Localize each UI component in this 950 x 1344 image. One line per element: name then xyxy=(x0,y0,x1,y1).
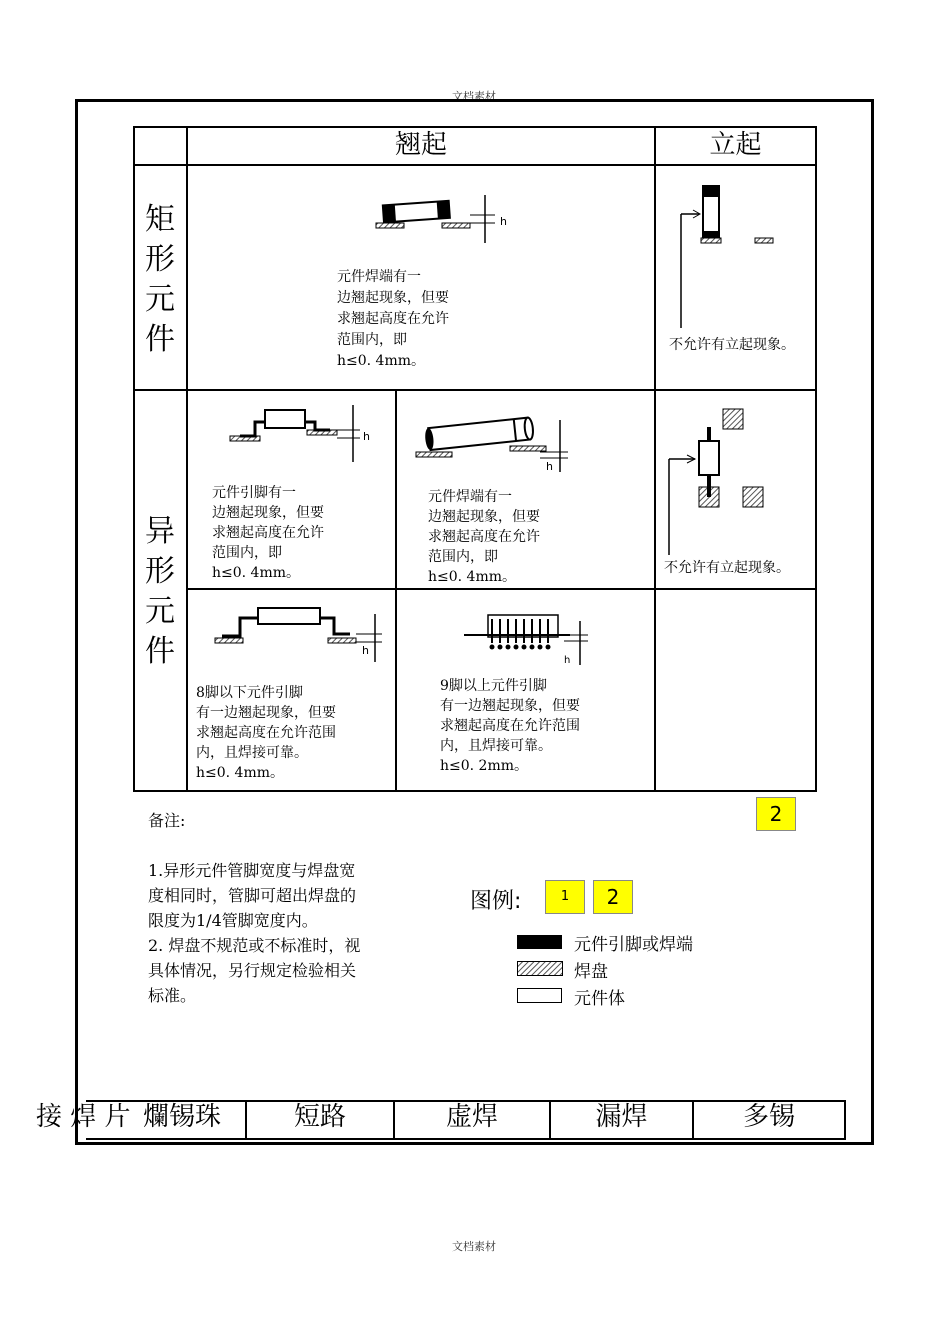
rect-warp-diagram xyxy=(370,185,520,245)
irr-lead-warp-diagram xyxy=(225,400,385,470)
irr-8pin-diagram xyxy=(210,600,390,670)
legend-body-swatch xyxy=(517,988,562,1003)
defect-col-3: 虚焊 xyxy=(445,1102,498,1132)
svg-text:h: h xyxy=(500,215,507,228)
legend-lead-swatch xyxy=(517,935,562,949)
irr-stand-diagram xyxy=(665,405,805,555)
irr-cyl-warp-diagram xyxy=(410,400,580,475)
defect-col-1: 爛锡珠 xyxy=(143,1102,222,1132)
rect-stand-note: 不允许有立起现象。 xyxy=(669,337,795,353)
irr-8pin-note: 8脚以下元件引脚 有一边翘起现象，但要 求翘起高度在允许范围 内，且焊接可靠。 h≤0. 4mm。 xyxy=(196,685,336,781)
legend-badge-2: 2 xyxy=(593,880,633,914)
irr-stand-note: 不允许有立起现象。 xyxy=(664,560,790,576)
header-warp: 翘起 xyxy=(394,130,447,160)
row-label-rect: 矩形元件 xyxy=(145,202,175,357)
irr-lead-warp-note: 元件引脚有一 边翘起现象，但要 求翘起高度在允许 范围内，即 h≤0. 4mm。 xyxy=(212,485,324,581)
header-stand: 立起 xyxy=(709,130,762,160)
watermark-top: 文档素材 xyxy=(452,90,496,103)
irr-cyl-warp-note: 元件焊端有一 边翘起现象，但要 求翘起高度在允许 范围内，即 h≤0. 4mm。 xyxy=(428,489,540,585)
defect-col-4: 漏焊 xyxy=(595,1102,648,1132)
svg-text:h: h xyxy=(362,644,369,657)
row-label-irregular: 异形元件 xyxy=(145,514,175,669)
legend-pad-label: 焊盘 xyxy=(574,962,608,982)
defect-overflow-label: 接 焊 片 xyxy=(36,1102,131,1132)
legend-pad-swatch xyxy=(517,961,563,977)
svg-text:h: h xyxy=(564,655,571,666)
svg-text:h: h xyxy=(546,460,553,473)
defect-col-2: 短路 xyxy=(293,1102,346,1132)
svg-text:h: h xyxy=(363,430,370,443)
rect-stand-diagram xyxy=(665,180,805,330)
watermark-bottom: 文档素材 xyxy=(452,1240,496,1253)
legend-lead-label: 元件引脚或焊端 xyxy=(574,935,693,955)
irr-9pin-diagram xyxy=(460,605,600,667)
irr-9pin-note: 9脚以上元件引脚 有一边翘起现象，但要 求翘起高度在允许范围 内，且焊接可靠。 h≤0. 2mm。 xyxy=(440,678,580,774)
legend-body-label: 元件体 xyxy=(574,989,625,1009)
legend-title: 图例: xyxy=(470,889,522,914)
legend-badge-1: 1 xyxy=(545,880,585,914)
corner-badge: 2 xyxy=(756,797,796,831)
remarks-body: 1.异形元件管脚宽度与焊盘宽 度相同时，管脚可超出焊盘的 限度为1/4管脚宽度内。 2. 焊盘不规范或不标准时，视 具体情况，另行规定检验相关 标准。 xyxy=(148,861,361,1005)
defect-col-5: 多锡 xyxy=(742,1102,795,1132)
rect-warp-note: 元件焊端有一 边翘起现象，但要 求翘起高度在允许 范围内，即 h≤0. 4mm。 xyxy=(337,269,449,369)
remarks-title: 备注: xyxy=(148,811,186,830)
